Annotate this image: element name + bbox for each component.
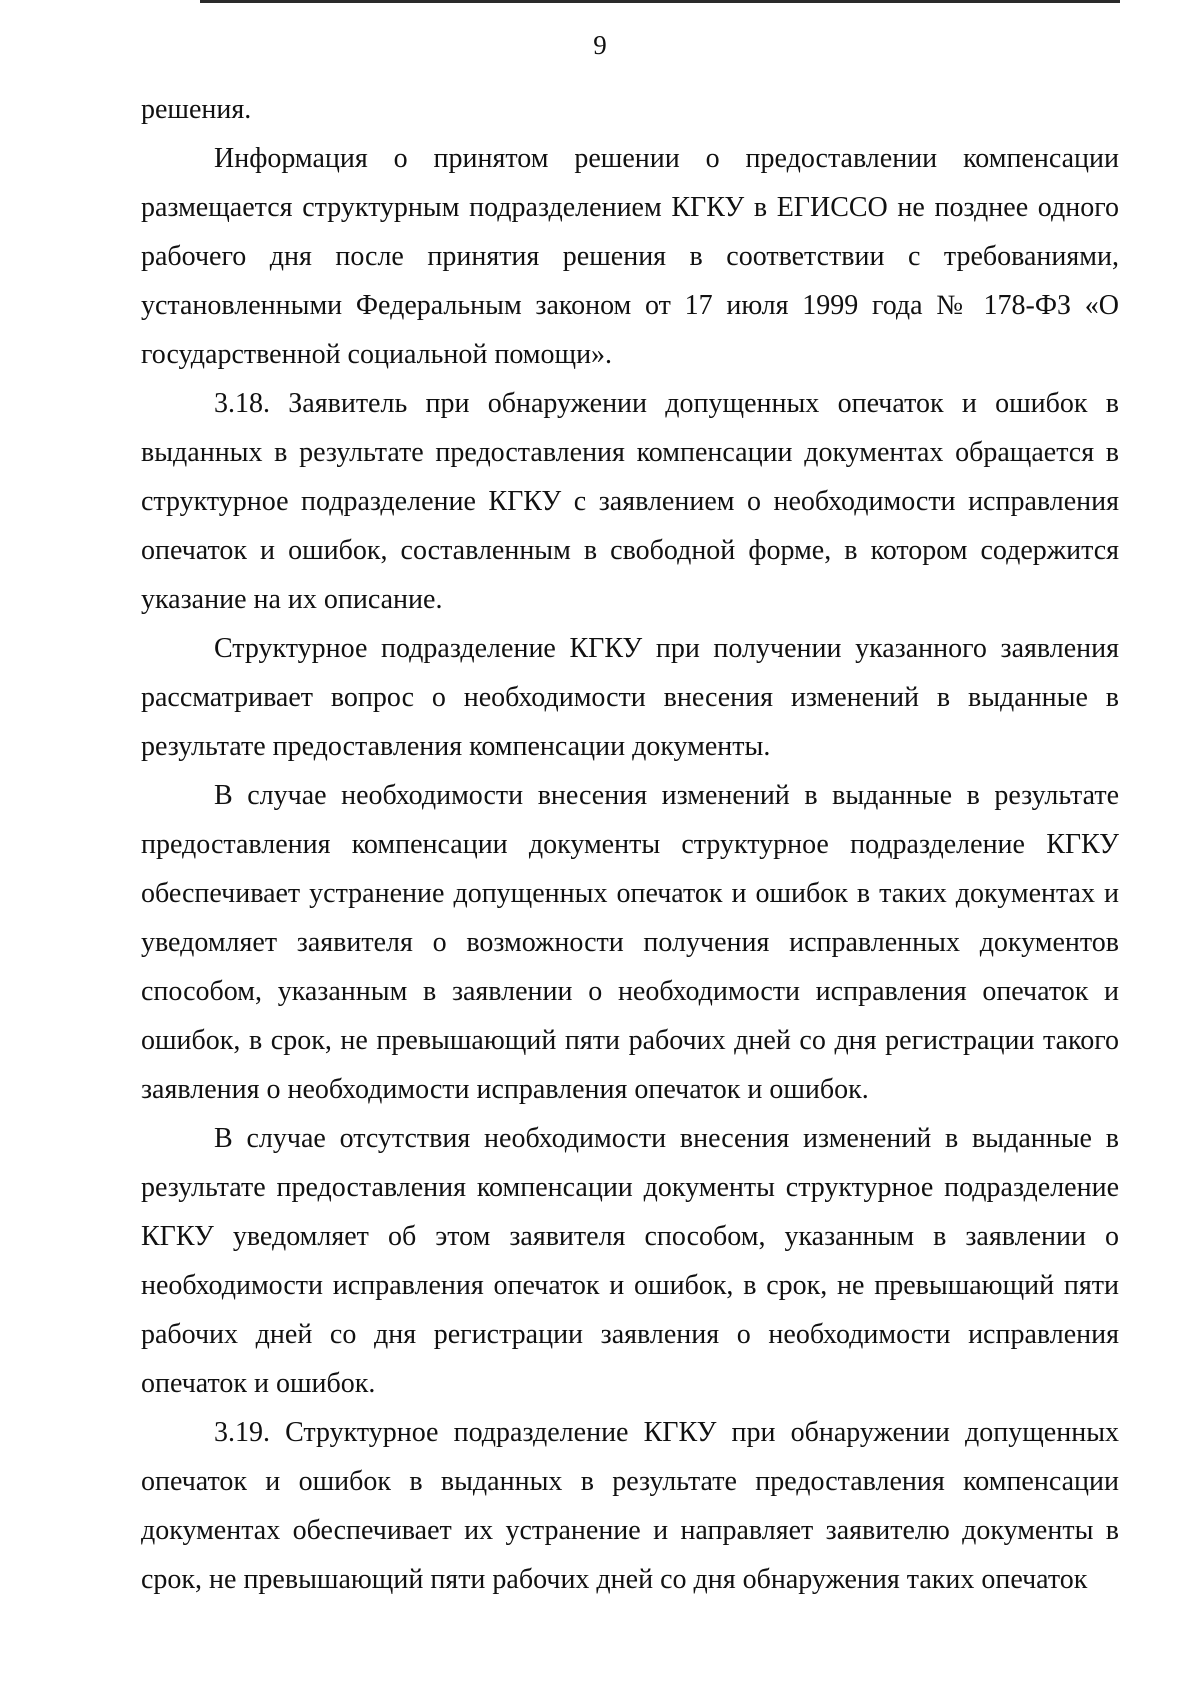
top-border-line: [200, 0, 1120, 3]
paragraph-no-changes-needed: В случае отсутствия необходимости внесения изменений в выданные в результате предоставления компенсации документы структурное подразделение КГКУ уведомляет об этом заявителя способом, указанным в заявлении о необходимости исправления опечаток и ошибок, в срок, не превышающий пяти рабочих дней со дня регистрации заявления о необходимости исправления опечаток и ошибок.: [141, 1123, 1119, 1399]
paragraph-3-18: 3.18. Заявитель при обнаружении допущенных опечаток и ошибок в выданных в результате предоставления компенсации документах обращается в структурное подразделение КГКУ с заявлением о необходимости исправления опечаток и ошибок, составленным в свободной форме, в котором содержится указание на их описание.: [141, 388, 1119, 615]
document-body: [141, 85, 1119, 1604]
page-number: 9: [593, 30, 607, 60]
paragraph-changes-needed: В случае необходимости внесения изменений в выданные в результате предоставления компенсации документы структурное подразделение КГКУ обеспечивает устранение допущенных опечаток и ошибок в таких документах и уведомляет заявителя о возможности получения исправленных документов способом, указанным в заявлении о необходимости исправления опечаток и ошибок, в срок, не превышающий пяти рабочих дней со дня регистрации такого заявления о необходимости исправления опечаток и ошибок.: [141, 780, 1119, 1105]
paragraph-review-request: Структурное подразделение КГКУ при получении указанного заявления рассматривает вопрос о необходимости внесения изменений в выданные в результате предоставления компенсации документы.: [141, 633, 1119, 762]
paragraph-3-19: 3.19. Структурное подразделение КГКУ при обнаружении допущенных опечаток и ошибок в выданных в результате предоставления компенсации документах обеспечивает их устранение и направляет заявителю документы в срок, не превышающий пяти рабочих дней со дня обнаружения таких опечаток: [141, 1417, 1119, 1595]
paragraph-egisso-info: Информация о принятом решении о предоставлении компенсации размещается структурным подразделением КГКУ в ЕГИССО не позднее одного рабочего дня после принятия решения в соответствии с требованиями, установленными Федеральным законом от 17 июля 1999 года № 178-ФЗ «О государственной социальной помощи».: [141, 143, 1119, 370]
paragraph-continuation: решения.: [141, 94, 252, 125]
